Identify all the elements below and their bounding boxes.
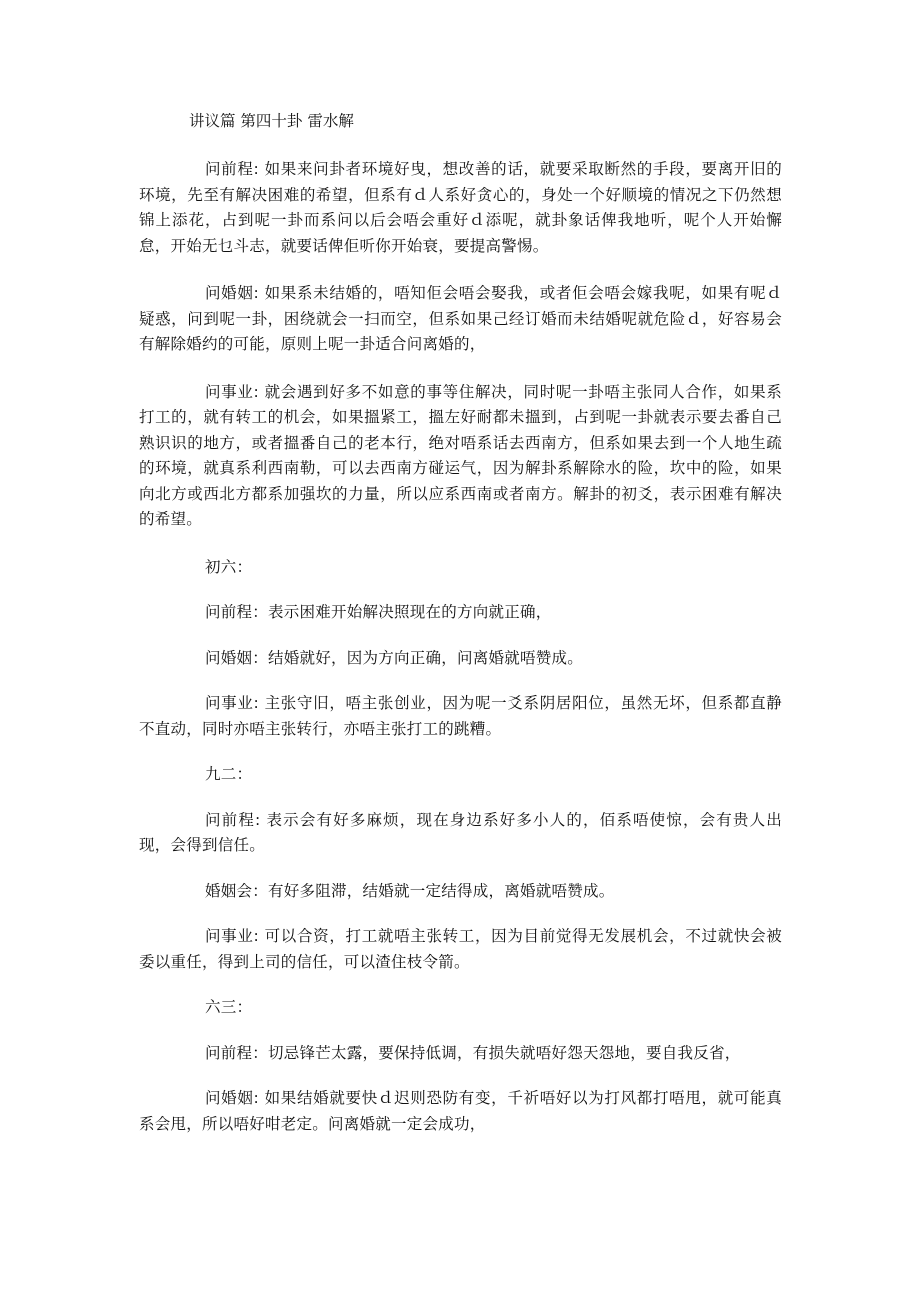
paragraph-chu-liu-marriage: 问婚姻：结婚就好，因为方向正确，问离婚就唔赞成。 <box>205 648 584 667</box>
spacer <box>139 1066 782 1086</box>
paragraph-jiu-er-business: 问事业: 可以合资，打工就唔主张转工，因为目前觉得无发展机会，不过就快会被委以重任，得到上司的信任，可以渣住枝令箭。 <box>139 927 782 971</box>
spacer <box>139 904 782 924</box>
paragraph-marriage-intro: 问婚姻: 如果系未结婚的，唔知佢会唔会娶我，或者佢会唔会嫁我呢，如果有呢ｄ疑惑，问到呢一卦，困绕就会一扫而空，但系如果己经订婚而未结婚呢就危险ｄ，好容易会有解除婚约的可能，原则上呢一卦适合问离婚的， <box>139 284 782 353</box>
spacer <box>139 580 782 600</box>
paragraph-business-intro: 问事业: 就会遇到好多不如意的事等住解决，同时呢一卦唔主张同人合作，如果系打工的，就有转工的机会，如果搵紧工，搵左好耐都未搵到，占到呢一卦就表示要去番自己熟识识的地方，或者搵番自己的老本行，绝对唔系话去西南方，但系如果去到一个人地生疏的环境，就真系利西南勒，可以去西南方碰运气，因为解卦系解除水的险，坎中的险，如果向北方或西北方都系加强坎的力量，所以应系西南或者南方。解卦的初爻，表示困难有解决的希望。 <box>139 382 782 528</box>
spacer <box>139 975 782 995</box>
spacer <box>139 859 782 879</box>
spacer <box>139 671 782 691</box>
line-heading-chu-liu: 初六： <box>205 557 253 576</box>
spacer <box>139 134 782 157</box>
paragraph-chu-liu-business: 问事业: 主张守旧，唔主张创业，因为呢一爻系阴居阳位，虽然无坏，但系都直静不直动，同时亦唔主张转行，亦唔主张打工的跳糟。 <box>139 694 782 738</box>
paragraph-liu-san-marriage: 问婚姻: 如果结婚就要快ｄ迟则恐防有变，千祈唔好以为打风都打唔甩，就可能真系会甩，所以唔好咁老定。问离婚就一定会成功， <box>139 1089 782 1133</box>
line-heading-liu-san: 六三： <box>205 998 253 1016</box>
paragraph-jiu-er-marriage: 婚姻会：有好多阻滞，结婚就一定结得成，离婚就唔赞成。 <box>205 881 615 900</box>
paragraph-career-intro: 问前程: 如果来问卦者环境好曳，想改善的话，就要采取断然的手段，要离开旧的环境，先至有解决困难的希望，但系有ｄ人系好贪心的，身处一个好顺境的情况之下仍然想锦上添花，占到呢一卦而系问以后会唔会重好ｄ添呢，就卦象话俾我地听，呢个人开始懈怠，开始无乜斗志，就要话俾佢听你开始衰，要提高警惕。 <box>139 160 782 255</box>
paragraph-liu-san-career: 问前程：切忌锋芒太露，要保持低调，有损失就唔好怨天怨地，要自我反省， <box>205 1043 741 1062</box>
spacer <box>139 626 782 646</box>
spacer <box>139 533 782 555</box>
line-heading-jiu-er: 九二： <box>205 765 253 783</box>
document-page <box>139 108 782 1137</box>
paragraph-chu-liu-career: 问前程：表示困难开始解决照现在的方向就正确， <box>205 603 552 621</box>
spacer <box>139 742 782 762</box>
document-title: 讲议篇 第四十卦 雷水解 <box>189 112 354 130</box>
spacer <box>139 1021 782 1041</box>
spacer <box>139 788 782 808</box>
paragraph-jiu-er-career: 问前程: 表示会有好多麻烦，现在身边系好多小人的，佰系唔使惊，会有贵人出现，会得到信任。 <box>139 810 782 854</box>
spacer <box>139 358 782 380</box>
spacer <box>139 259 782 281</box>
